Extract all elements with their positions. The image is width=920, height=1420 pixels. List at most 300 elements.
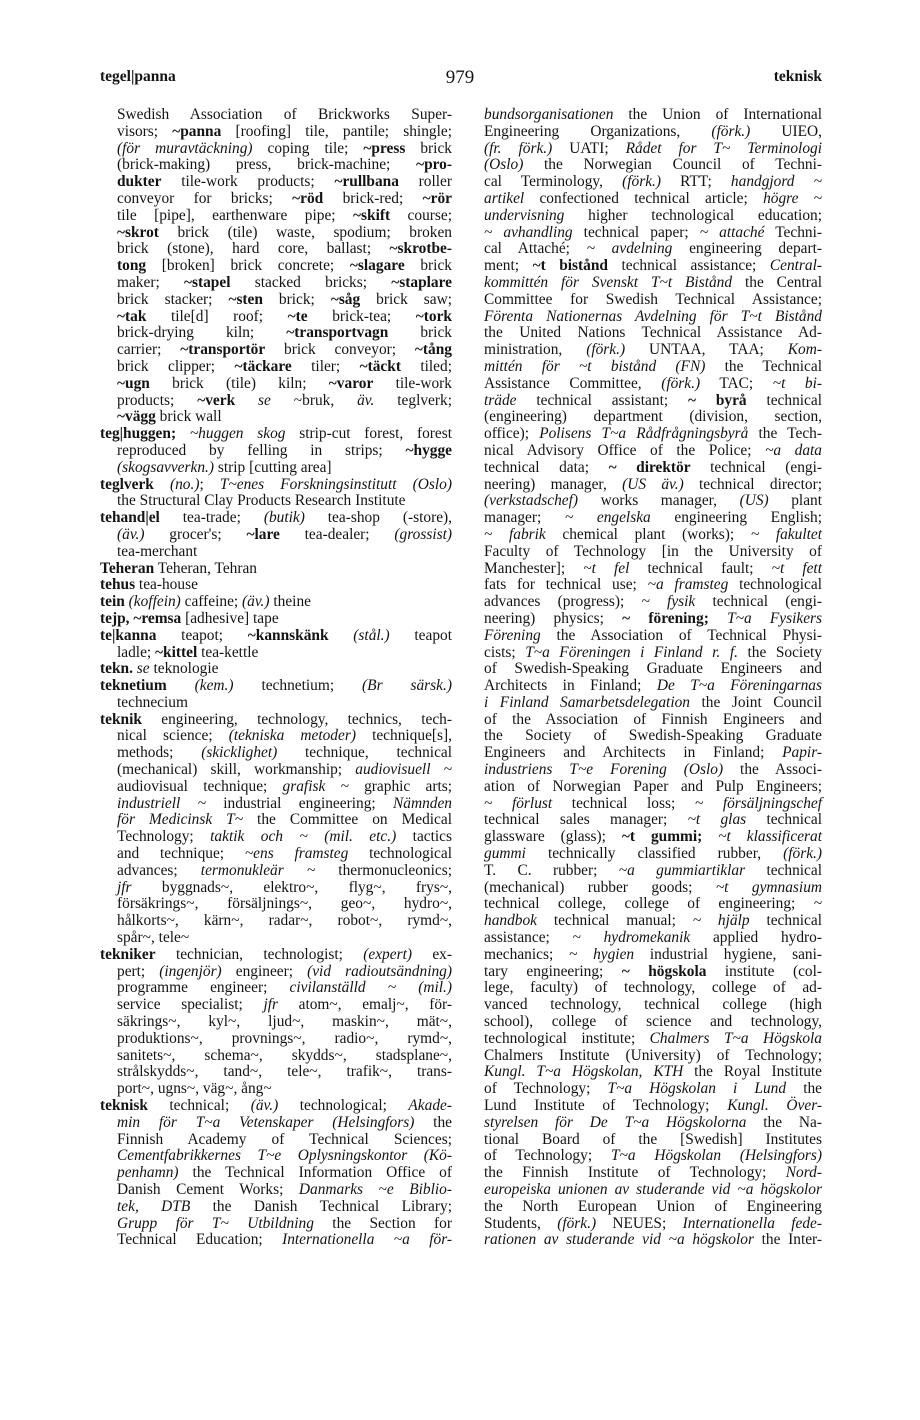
headword-run: ~ högskola [621,962,707,980]
entry-line [467,544,822,561]
entry-line [100,191,452,208]
italic-run: ~ avdelning [586,240,673,258]
text-run: reproduced by felling in strips; [117,441,406,459]
italic-run: (äv.) [117,525,145,543]
text-run: Chalmers Institute (University) of Technology; [484,1046,822,1064]
italic-run: termonukleär ~ [200,861,316,879]
entry-line [467,225,822,242]
text-run: tiler; [291,357,360,375]
text-run: audiovisual technique; [117,777,283,795]
entry-line [467,863,822,880]
text-run: sanitets~, schema~, skydds~, stadsplane~, [117,1046,452,1064]
italic-run: se [136,660,150,678]
italic-run: (förk.) [783,845,822,863]
italic-run: Akade- [408,1097,452,1115]
entry-line [100,342,452,359]
entry-line [100,779,452,796]
italic-run: ~a gummiartiklar [618,861,746,879]
entry-line [100,661,452,678]
text-run: nical science; [117,727,229,745]
entry-line [467,393,822,410]
text-run: plant [768,492,823,510]
italic-run: (verkstadschef) [484,492,579,510]
text-run: assistance; [484,929,573,947]
entry-line [467,628,822,645]
entry-line [100,527,452,544]
italic-run: penhamn) [117,1164,179,1182]
entry-line [467,1048,822,1065]
italic-run: (förk.) [557,1214,597,1232]
entry-line [467,527,822,544]
italic-run: (grossist) [394,525,452,543]
text-run: ministration, [484,341,587,359]
headword-run: ~skift [353,206,391,224]
headword-run: Teheran [100,559,155,577]
entry-line [467,141,822,158]
headword-run: dukter [117,173,162,191]
italic-run: (butik) [263,509,305,527]
text-run: säkrings~, kyl~, ljud~, maskin~, mät~, [117,1013,452,1031]
text-run: (engineering) department (division, section, [484,408,822,426]
italic-run: styrelsen för De T~a Högskolorna [484,1113,747,1131]
text-run: ment; [484,257,533,275]
entry-line [100,460,452,477]
text-run: the Society [737,643,822,661]
italic-run: ~ fysik [641,593,696,611]
entry-line [100,258,452,275]
entry-line [100,141,452,158]
headword-run: teknik [100,710,142,728]
text-run: graphic arts; [348,777,452,795]
text-run: products; [117,391,198,409]
entry-line [100,863,452,880]
italic-run: ~ fabrik [484,525,546,543]
entry-line [467,1014,822,1031]
italic-run: artikel [484,189,525,207]
text-run: strip [cutting area] [214,458,332,476]
text-run: brick (tile) kiln; [149,374,329,392]
headword-run: tong [117,257,147,275]
text-run: brick-tea; [307,307,416,325]
entry-line [467,510,822,527]
entry-line [467,1182,822,1199]
italic-run: Kungl. T~a Högskolan, KTH [484,1063,684,1081]
left-guide-word: tegel|panna [100,68,176,85]
text-run: TAC; [700,374,773,392]
text-run: [roofing] tile, pantile; shingle; [221,122,452,140]
entry-line [100,1148,452,1165]
headword-run: ~hygge [405,441,452,459]
headword-run: ~staplare [391,273,452,291]
italic-run: rationen av studerande vid ~a högskolor [484,1231,754,1249]
italic-run: (äv.) [242,593,270,611]
text-run: Teheran, Tehran [154,559,257,577]
text-run: UATI; [552,139,626,157]
entry-line [100,611,452,628]
text-run: the Norwegian Council of Techni- [523,156,822,174]
text-run: produktions~, provnings~, radio~, rymd~, [117,1029,452,1047]
text-run: brick (tile) waste, spodium; broken [158,223,452,241]
text-run: carrier; [117,341,181,359]
italic-run: träde [484,391,517,409]
entry-line [467,1081,822,1098]
text-run: brick wall [155,408,222,426]
italic-run: jfr [117,878,132,896]
entry-line [467,611,822,628]
italic-run: ~ hjälp [692,912,750,930]
entry-line [467,1098,822,1115]
italic-run: Danmarks ~e Biblio- [298,1181,452,1198]
italic-run: taktik och ~ (mil. etc.) [210,828,397,846]
entry-line [100,846,452,863]
entry-line [467,309,822,326]
italic-run: Papir- [782,744,822,762]
entry-line [100,1182,452,1199]
page-number: 979 [445,67,475,88]
text-run: Faculty of Technology [in the University of [484,542,822,560]
headword-run: ~te [287,307,308,325]
entry-line [467,1199,822,1216]
italic-run: handgjord ~ [730,173,822,191]
headword-run: ~ugn [117,374,150,392]
entry-line [467,191,822,208]
italic-run: (äv.) [250,1097,279,1115]
entry-line [100,157,452,174]
italic-run: Polisens T~a Rådfrågningsbyrå [539,425,749,443]
text-run: Finnish Academy of Technical Sciences; [117,1130,452,1148]
entry-line [100,1232,452,1249]
text-run: coping tile; [252,139,364,157]
entry-line [100,1098,452,1115]
text-run: NEUES; [596,1214,683,1232]
italic-run: jfr [263,996,278,1014]
text-run: school), college of science and technology, [484,1013,822,1031]
text-run: technical assistant; [516,391,688,409]
italic-run: mittén för ~t bistånd (FN) [484,357,706,375]
italic-run: europeiska unionen av studerande vid ~a högskolor [484,1181,822,1198]
text-run: teknologie [149,660,219,678]
entry-line [467,174,822,191]
entry-line [100,393,452,410]
entry-line [100,964,452,981]
entry-line [467,1064,822,1081]
entry-line [100,107,452,124]
italic-run: Nord- [785,1164,822,1182]
text-run: the Joint Council [690,693,823,711]
entry-line [100,1014,452,1031]
text-run: engineering, technology, technics, tech- [141,710,452,728]
entry-line [100,325,452,342]
entry-line [100,796,452,813]
italic-run: ~t klassificerat [718,828,822,846]
text-run: technical (engi- [690,458,822,476]
italic-run: (expert) [363,945,412,963]
text-run: brick; [262,290,331,308]
italic-run: ~ hydromekanik [572,929,691,947]
italic-run: (förk.) [661,374,701,392]
text-run [709,610,727,627]
headword-run: ~press [363,139,406,157]
text-run: chemical plant (works); [545,525,751,543]
text-run: T. C. rubber; [484,861,619,879]
entry-line [467,107,822,124]
entry-line [100,561,452,578]
entry-line [100,896,452,913]
italic-run: T~a Högskolan i Lund [607,1080,787,1098]
right-column [467,107,822,1249]
text-run [235,392,258,409]
headword-run: ~vägg [117,408,156,426]
italic-run: T~enes Forskningsinstitutt (Oslo) [219,475,452,493]
italic-run: i Finland Samarbetsdelegation [484,693,690,711]
italic-run: (kem.) [194,677,234,695]
text-run: of Technology; [484,1147,611,1165]
text-run: UNTAA, TAA; [625,341,788,359]
text-run: technique, technical [277,744,453,762]
entry-line [467,376,822,393]
text-run: (mechanical) skill, workmanship; [117,761,356,779]
text-run: of Swedish-Speaking Graduate Engineers and [484,660,822,678]
right-guide-word: teknisk [773,68,822,85]
headword-run: ~skrotbe- [389,240,452,258]
text-run: the Royal Institute [683,1063,822,1081]
italic-run: tek, DTB [117,1197,191,1215]
italic-run: ~ens framsteg [244,845,349,863]
text-run: of the Association of Finnish Engineers and [484,710,822,728]
entry-line [467,712,822,729]
entry-line [467,477,822,494]
entry-line [100,309,452,326]
text-run: technological [348,845,452,863]
italic-run: (skicklighet) [201,744,278,762]
entry-line [100,745,452,762]
entry-line [100,477,452,494]
entry-line [467,443,822,460]
text-run: course; [390,206,453,224]
text-run: the Section for [313,1214,452,1232]
text-run: atom~, emalj~, för- [277,996,452,1014]
text-run: brick stacker; [117,290,229,308]
text-run: cal Attaché; [484,240,587,258]
italic-run: (Oslo) [484,156,524,174]
italic-run: ~a framsteg [647,576,729,594]
entry-line [467,258,822,275]
text-run: försäkrings~, försäljnings~, geo~, hydro~, [117,895,452,913]
entry-line [467,930,822,947]
text-run: technical director; [683,475,823,493]
text-run: the Associ- [723,761,822,779]
text-run: Lund Institute of Technology; [484,1097,728,1115]
headword-run: tein [100,593,125,611]
entry-line [100,947,452,964]
entry-line [100,1115,452,1132]
entry-line [100,443,452,460]
text-run: industrial hygiene, sani- [634,945,823,963]
headword-run: tekniker [100,945,156,963]
headword-run: ~t gummi; [621,828,703,846]
entry-line [100,913,452,930]
headword-run: ~ förening; [622,609,709,627]
entry-line [100,594,452,611]
headword-run: ~tak [117,307,147,325]
entry-line [100,712,452,729]
entry-line [467,678,822,695]
italic-run: (fr. förk.) [484,139,553,157]
text-run: tile [pipe], earthenware pipe; [117,206,354,224]
text-run: tile[d] roof; [146,307,288,325]
entry-line [467,880,822,897]
entry-line [100,426,452,443]
italic-run: Kom- [787,341,822,359]
headword-run: ~rör [422,189,452,207]
text-run: brick (stone), hard core, ballast; [117,240,390,258]
dictionary-entry [100,594,452,611]
dictionary-entry [100,712,452,947]
headword-run: tejp, ~remsa [100,609,182,627]
headword-run: ~kannskänk [247,626,329,644]
entry-line [100,695,452,712]
left-column [100,107,452,1249]
entry-line [467,947,822,964]
italic-run: ~ avhandling [484,223,573,241]
text-run: port~, ugns~, väg~, ång~ [117,1080,272,1098]
entry-line [467,645,822,662]
text-run: roller [398,173,452,191]
text-run: ladle; [117,643,156,661]
text-run: tactics [396,828,452,846]
entry-line [467,762,822,779]
text-run: byggnads~, elektro~, flyg~, frys~, [131,878,452,896]
entry-line [100,577,452,594]
text-run: the Association of Technical Physi- [540,626,822,644]
entry-line [100,762,452,779]
entry-line [100,1165,452,1182]
text-run: teapot; [156,626,248,644]
text-run: the Finnish Institute of Technology; [484,1164,786,1182]
italic-run: Internationella ~a för- [282,1231,453,1249]
italic-run: bundsorganisationen [484,106,614,123]
text-run: the Committee on Medical [243,811,452,829]
italic-run: Kungl. Över- [727,1097,822,1115]
text-run: engineer; [221,962,308,980]
dictionary-entry [100,678,452,712]
text-run: applied hydro- [690,929,822,947]
text-run: brick [405,139,452,157]
text-run: brick saw; [360,290,452,308]
entry-line [467,594,822,611]
text-run: Assistance Committee, [484,374,662,392]
entry-line [100,829,452,846]
italic-run: ~ [813,895,822,913]
entry-line [467,1115,822,1132]
text-run: tea-house [135,576,198,594]
text-run: Manchester]; [484,559,584,577]
italic-run: handbok [484,912,538,930]
text-run: institute (col- [706,962,822,980]
text-run: technological [728,576,822,594]
entry-line [100,930,452,947]
entry-line [467,1132,822,1149]
italic-run: ~t glas [687,811,747,829]
headword-run: teknetium [100,677,167,695]
text-run: teglverk; [374,391,452,409]
dictionary-entry [100,661,452,678]
entry-line [100,1216,452,1233]
entry-line [100,1064,452,1081]
text-run: ; [199,475,220,493]
text-run: the [786,1080,823,1098]
italic-run: T~a Fysikers [727,609,823,627]
text-run: lege, faculty) of technology, college of ad- [484,979,822,997]
headword-run: ~slagare [349,257,405,275]
italic-run: ~t gymnasium [715,878,823,896]
italic-run: (US äv.) [622,475,684,493]
text-run: tary engineering; [484,962,622,980]
entry-line [467,241,822,258]
headword-run: ~verk [197,391,236,409]
text-run: confectioned technical article; [524,189,764,207]
italic-run: (förk.) [586,341,626,359]
dictionary-entry [100,577,452,594]
headword-run: ~transportör [180,341,266,359]
text-run: (mechanical) rubber goods; [484,878,716,896]
italic-run: (ingenjör) [159,962,222,980]
headword-run: te|kanna [100,626,157,644]
text-run: technological institute; [484,1029,650,1047]
text-run: ation of Norwegian Paper and Pulp Engineers; [484,777,822,795]
text-run: Students, [484,1214,558,1232]
text-run: thermonucleonics; [315,861,452,879]
text-run: the Society of Swedish-Speaking Graduate [484,727,822,745]
text-run: methods; [117,744,202,762]
italic-run: (no.) [169,475,200,493]
entry-line [100,678,452,695]
italic-run: Central- [769,257,822,275]
headword-run: teg|huggen; [100,425,177,443]
dictionary-entry [100,561,452,578]
text-run: technical loss; [552,794,695,812]
text-run: Danish Cement Works; [117,1181,299,1198]
headword-run: ~ direktör [608,458,691,476]
headword-run: ~kittel [155,643,198,661]
text-run: vanced technology, technical college (high [484,996,822,1014]
text-run: tea-merchant [117,542,198,560]
italic-run: ~huggen skog [189,425,286,443]
headword-run: teglverk [100,475,154,493]
entry-line [467,342,822,359]
text-run: technical [746,811,822,829]
text-run [176,425,190,442]
headword-run: ~täckt [359,357,401,375]
italic-run: ~t bi- [772,374,823,392]
text-run: cal Terminology, [484,173,623,191]
text-run: tea-shop (-store), [304,509,452,527]
headword-run: ~tång [414,341,452,359]
text-run: the Central [732,273,822,291]
text-run: Techni- [764,223,822,241]
italic-run: civilanställd ~ (mil.) [289,979,452,997]
text-run: the Structural Clay Products Research Institute [117,492,406,510]
headword-run: teknisk [100,1097,148,1115]
text-run [154,476,170,493]
entry-line [467,577,822,594]
entry-line [100,174,452,191]
entry-line [100,275,452,292]
text-run: technician, technologist; [155,945,364,963]
italic-run: Chalmers T~a Högskola [649,1029,822,1047]
text-run: pert; [117,962,160,980]
entry-line [467,728,822,745]
